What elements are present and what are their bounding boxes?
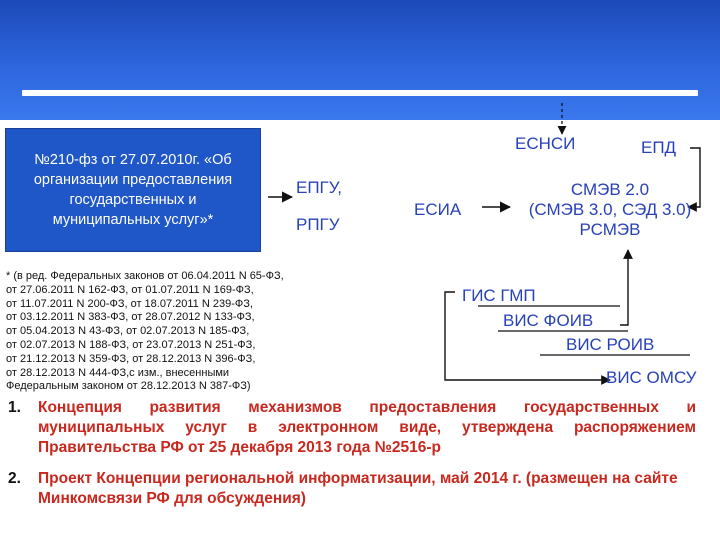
document-text: Проект Концепции региональной информатизации, май 2014 г. (размещен на сайте Минкомсвязи РФ для обсуждения): [38, 470, 678, 507]
node-smev: [512, 180, 708, 240]
documents-list: [6, 398, 696, 520]
smev-line-3: РСМЭВ: [579, 220, 641, 239]
node-epd: ЕПД: [641, 138, 677, 157]
smev-line-1: СМЭВ 2.0: [570, 180, 650, 199]
node-esia: ЕСИА: [414, 200, 462, 219]
document-item: [6, 469, 696, 509]
document-number: 1.: [8, 399, 21, 416]
amendments-footnote: * (в ред. Федеральных законов от 06.04.2011 N 65-ФЗ, от 27.06.2011 N 162-ФЗ, от 01.07.2011 N 169-ФЗ, от 11.07.2011 N 200-ФЗ, от 18.07.2011 N 239-ФЗ, от 03.12.2011 N 383-ФЗ, от 28.07.2012 N 133-ФЗ, от 05.04.2013 N 43-ФЗ, от 02.07.2013 N 185-ФЗ, от 02.07.2013 N 188-ФЗ, от 23.07.2013 N 251-ФЗ, от 21.12.2013 N 359-ФЗ, от 28.12.2013 N 396-ФЗ, от 28.12.2013 N 444-ФЗ,с изм., внесенными Федеральным законом от 28.12.2013 N 387-ФЗ): [6, 270, 284, 393]
node-gis-gmp: ГИС ГМП: [462, 286, 536, 305]
document-number: 2.: [8, 470, 21, 487]
smev-line-2: (СМЭВ 3.0, СЭД 3.0): [528, 200, 692, 219]
arrow-up-to-smev: [620, 250, 628, 325]
document-item: [6, 398, 696, 458]
node-rpgu: РПГУ: [296, 215, 340, 234]
node-vis-roiv: ВИС РОИВ: [566, 335, 655, 354]
node-esnsi: ЕСНСИ: [515, 134, 576, 153]
node-vis-omsu: ВИС ОМСУ: [606, 368, 697, 387]
document-text: Концепция развития механизмов предоставления государственных и муниципальных услуг в электронном виде, утверждена распоряжением Правительства РФ от 25 декабря 2013 года №2516-р: [38, 399, 696, 456]
node-epgu: ЕПГУ,: [296, 178, 343, 197]
law-box-text: №210-фз от 27.07.2010г. «Об организации предоставления государственных и муниципальных услуг»*: [33, 152, 233, 228]
node-vis-foiv: ВИС ФОИВ: [503, 311, 594, 330]
